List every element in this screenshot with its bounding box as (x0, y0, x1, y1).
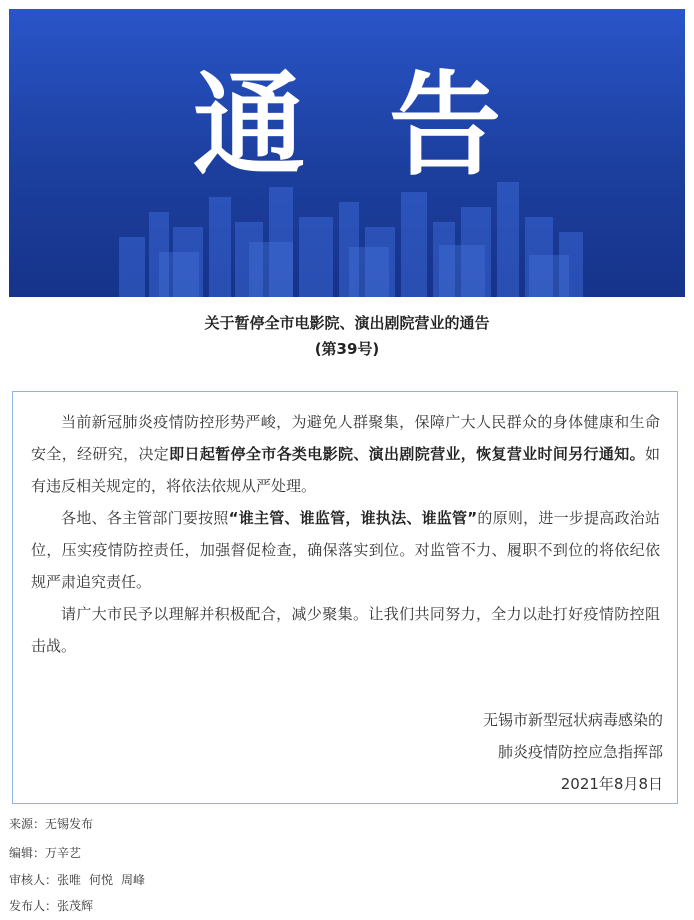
source-line: 来源：无锡发布 (9, 817, 94, 831)
paragraph-1-text-a: 当前新冠肺炎疫情防控形势严峻，为避免人群聚集，保障广大人民群众的身体健康和生命安全，经研究，决定 (31, 413, 660, 463)
signature-date: 2021年8月8日 (560, 775, 663, 793)
editor-line: 编辑：万辛艺 (9, 846, 82, 860)
signature-block (483, 704, 663, 800)
paragraph-2-bold: “谁主管、谁监管，谁执法、谁监管” (228, 509, 478, 527)
banner-heading (9, 61, 685, 191)
signature-line-1: 无锡市新型冠状病毒感染的 (482, 711, 663, 729)
paragraph-1-bold: 即日起暂停全市各类电影院、演出剧院营业，恢复营业时间另行通知。 (169, 445, 645, 463)
paragraph-2-text-b: 的原则，进一步提高政治站位，压实疫情防控责任，加强督促检查，确保落实到位。对监管不力、履职不到位的将依纪依规严肃追究责任。 (31, 509, 660, 591)
paragraph-2 (31, 502, 660, 598)
paragraph-1 (31, 406, 660, 502)
paragraph-1-text-b: 如有违反相关规定的，将依法依规从严处理。 (31, 445, 660, 495)
banner-char-tong: 通 (193, 61, 305, 191)
reviewers-line (9, 872, 145, 888)
banner-char-gao: 告 (389, 61, 501, 191)
reviewers-label: 审核人： (9, 873, 58, 887)
document-number: (第39号) (314, 340, 380, 358)
document-title-block (0, 310, 694, 362)
paragraph-2-text-a: 各地、各主管部门要按照 (61, 509, 229, 527)
notice-body-box (12, 391, 678, 804)
publisher-line: 发布人：张茂辉 (9, 899, 94, 913)
signature-line-2: 肺炎疫情防控应急指挥部 (497, 743, 663, 761)
document-title: 关于暂停全市电影院、演出剧院营业的通告 (204, 314, 490, 332)
reviewer-name: 周峰 (121, 873, 146, 887)
paragraph-3: 请广大市民予以理解并积极配合，减少聚集。让我们共同努力，全力以赴打好疫情防控阻击战。 (31, 605, 660, 655)
reviewer-name: 何悦 (89, 873, 114, 887)
reviewer-name: 张唯 (57, 873, 82, 887)
notice-banner (9, 9, 685, 297)
